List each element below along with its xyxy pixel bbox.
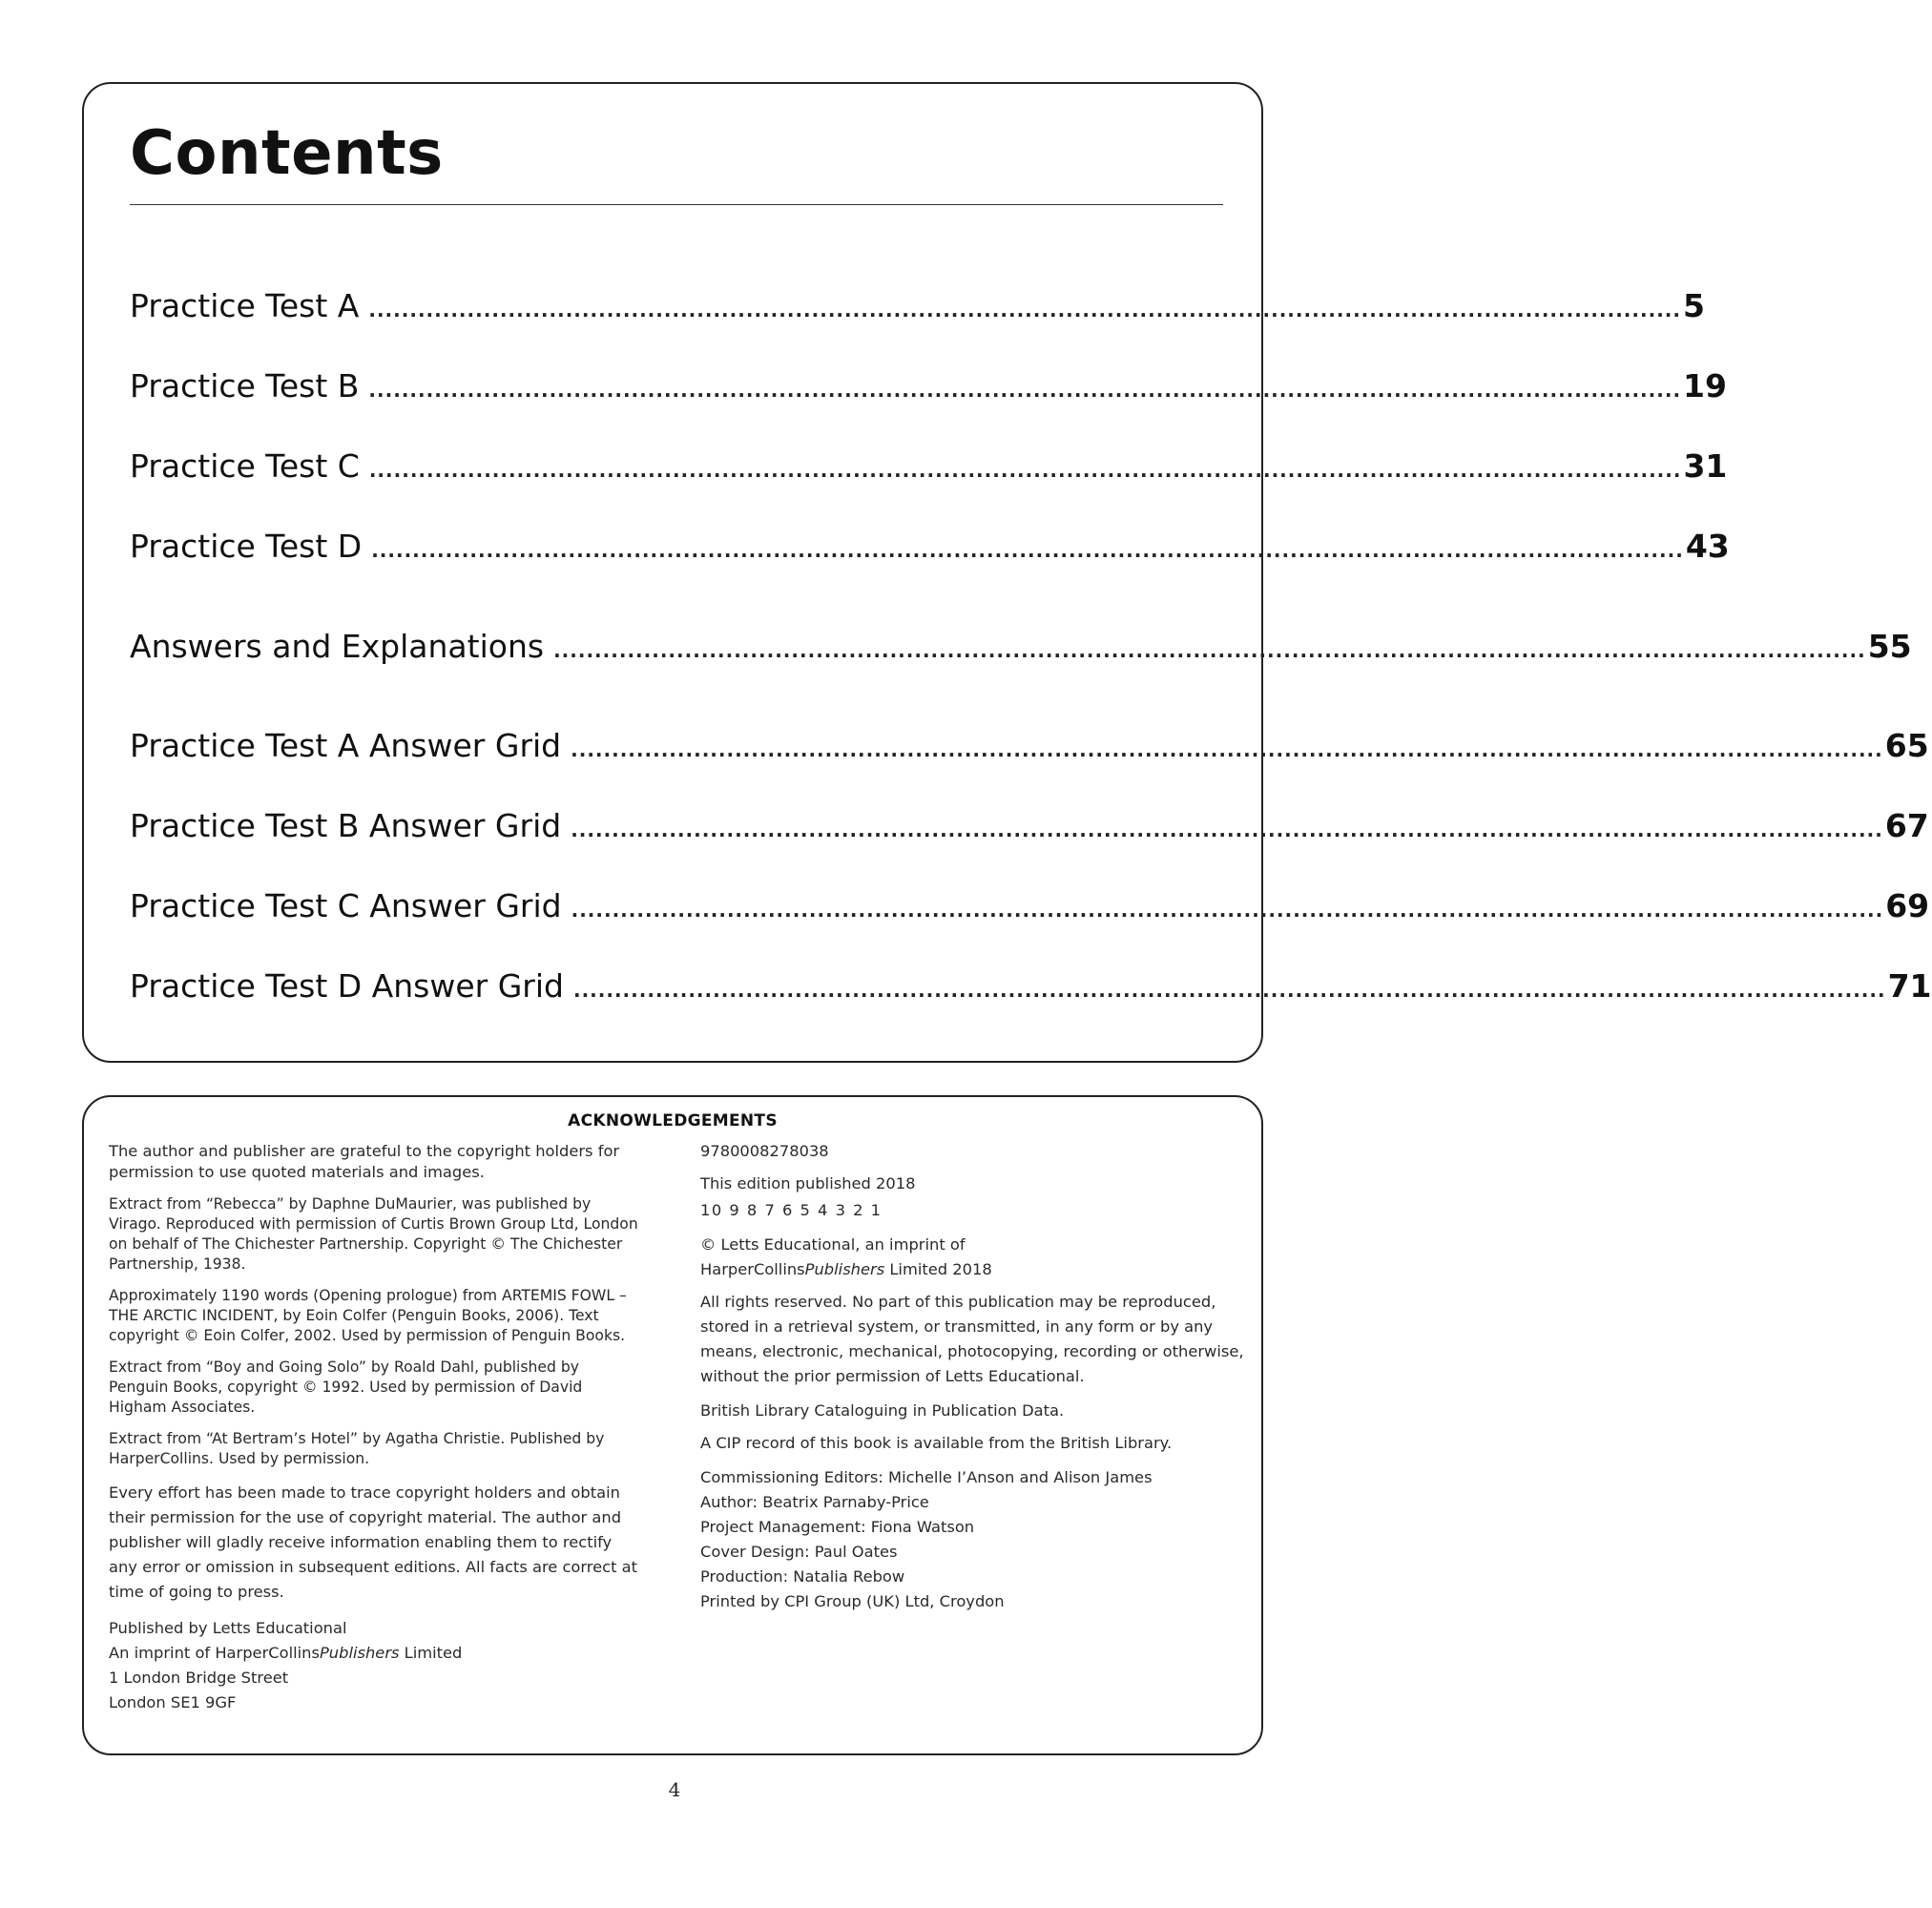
imprint-italic: Publishers — [319, 1644, 400, 1662]
acknowledgements-heading: ACKNOWLEDGEMENTS — [568, 1111, 778, 1130]
toc-entry-practice-test-c[interactable] — [130, 447, 1728, 489]
published-by: Published by Letts Educational — [109, 1619, 347, 1637]
toc-label: Practice Test A — [130, 287, 360, 324]
dot-leader: ................................................................................................................................................................ — [368, 379, 1682, 402]
copyright-prefix: HarperCollins — [700, 1260, 805, 1278]
credit-printer: Printed by CPI Group (UK) Ltd, Croydon — [700, 1592, 1005, 1610]
imprint-line — [109, 1641, 643, 1666]
toc-page-number: 19 — [1683, 367, 1727, 404]
ack-intro: The author and publisher are grateful to the copyright holders for permission to use quoted materials and images. — [109, 1142, 620, 1181]
dot-leader: ................................................................................................................................................................ — [553, 639, 1866, 662]
contents-title: Contents — [130, 118, 444, 189]
address-line-2: London SE1 9GF — [109, 1693, 237, 1711]
isbn: 9780008278038 — [700, 1142, 829, 1160]
ack-effort-statement: Every effort has been made to trace copyright holders and obtain their permission for the use of copyright material. The author and publisher will gladly receive information enabling them to rectify any error or omission in subsequent editions. All facts are correct at time of going to press. — [109, 1483, 638, 1601]
toc-label: Practice Test B Answer Grid — [130, 807, 562, 844]
credit-production: Production: Natalia Rebow — [700, 1567, 905, 1586]
acknowledgements-panel — [82, 1095, 1263, 1755]
toc-entry-practice-test-d[interactable] — [130, 528, 1730, 570]
credit-author: Author: Beatrix Parnaby-Price — [700, 1493, 929, 1511]
credit-cover-design: Cover Design: Paul Oates — [700, 1543, 898, 1561]
edition-line: This edition published 2018 — [700, 1174, 916, 1192]
rights-statement: All rights reserved. No part of this publication may be reproduced, stored in a retrieval system, or transmitted, in any form or by any means, electronic, mechanical, photocopying, recording or otherwise, without the prior permission of Letts Educational. — [700, 1293, 1244, 1385]
toc-entry-test-d-answer-grid[interactable] — [130, 967, 1932, 1009]
toc-entry-answers-and-explanations[interactable] — [130, 628, 1912, 670]
toc-label: Practice Test B — [130, 367, 360, 404]
credit-commissioning-editors: Commissioning Editors: Michelle I’Anson and Alison James — [700, 1468, 1153, 1486]
toc-label: Practice Test A Answer Grid — [130, 727, 562, 764]
toc-entry-test-a-answer-grid[interactable] — [130, 727, 1929, 769]
cataloguing-line: British Library Cataloguing in Publication Data. — [700, 1401, 1065, 1420]
toc-page-number: 67 — [1884, 807, 1929, 844]
toc-label: Answers and Explanations — [130, 628, 545, 665]
toc-label: Practice Test C — [130, 447, 360, 485]
title-divider — [130, 204, 1223, 205]
toc-page-number: 5 — [1682, 287, 1705, 324]
page-number: 4 — [668, 1778, 681, 1801]
dot-leader: ................................................................................................................................................................ — [571, 899, 1884, 922]
contents-panel — [82, 82, 1932, 1063]
dot-leader: ................................................................................................................................................................ — [572, 979, 1886, 1002]
copyright-line-1: © Letts Educational, an imprint of — [700, 1235, 966, 1254]
dot-leader: ................................................................................................................................................................ — [371, 539, 1684, 562]
cip-line: A CIP record of this book is available from the British Library. — [700, 1434, 1173, 1452]
copyright-block — [700, 1233, 1244, 1282]
toc-page-number: 55 — [1867, 628, 1912, 665]
toc-entry-test-b-answer-grid[interactable] — [130, 807, 1929, 849]
toc-label: Practice Test C Answer Grid — [130, 887, 562, 924]
ack-extract-artemis: Approximately 1190 words (Opening prologue) from ARTEMIS FOWL – THE ARCTIC INCIDENT, by Eoin Colfer (Penguin Books, 2006). Text copyright © Eoin Colfer, 2002. Used by permission of Penguin Books. — [109, 1287, 627, 1344]
acknowledgements-right-column — [700, 1141, 1244, 1614]
address-line-1: 1 London Bridge Street — [109, 1669, 289, 1687]
toc-entry-practice-test-b[interactable] — [130, 367, 1727, 409]
toc-entry-test-c-answer-grid[interactable] — [130, 887, 1930, 929]
toc-entry-practice-test-a[interactable] — [130, 287, 1705, 329]
imprint-suffix: Limited — [399, 1644, 463, 1662]
toc-label: Practice Test D Answer Grid — [130, 967, 564, 1005]
copyright-line-2 — [700, 1257, 1244, 1282]
toc-page-number: 31 — [1683, 447, 1728, 485]
toc-page-number: 71 — [1887, 967, 1932, 1005]
toc-label: Practice Test D — [130, 528, 363, 565]
copyright-italic: Publishers — [804, 1260, 885, 1278]
credits-list — [700, 1465, 1244, 1614]
dot-leader: ................................................................................................................................................................ — [571, 738, 1883, 761]
print-line: 10 9 8 7 6 5 4 3 2 1 — [700, 1201, 883, 1219]
publisher-address — [109, 1616, 643, 1715]
ack-extract-boy: Extract from “Boy and Going Solo” by Roald Dahl, published by Penguin Books, copyright © 1992. Used by permission of David Higham Associates. — [109, 1358, 583, 1416]
ack-extract-rebecca: Extract from “Rebecca” by Daphne DuMaurier, was published by Virago. Reproduced with permission of Curtis Brown Group Ltd, London on behalf of The Chichester Partnership. Copyright © The Chichester Partnership, 1938. — [109, 1195, 638, 1273]
credit-project-management: Project Management: Fiona Watson — [700, 1518, 975, 1536]
imprint-prefix: An imprint of HarperCollins — [109, 1644, 320, 1662]
toc-page-number: 43 — [1685, 528, 1730, 565]
acknowledgements-left-column — [109, 1141, 643, 1715]
toc-page-number: 65 — [1884, 727, 1929, 764]
dot-leader: ................................................................................................................................................................ — [571, 819, 1883, 841]
dot-leader: ................................................................................................................................................................ — [368, 299, 1681, 321]
ack-extract-bertram: Extract from “At Bertram’s Hotel” by Agatha Christie. Published by HarperCollins. Used by permission. — [109, 1430, 605, 1467]
copyright-suffix: Limited 2018 — [884, 1260, 992, 1278]
dot-leader: ................................................................................................................................................................ — [368, 459, 1682, 482]
toc-page-number: 69 — [1885, 887, 1930, 924]
